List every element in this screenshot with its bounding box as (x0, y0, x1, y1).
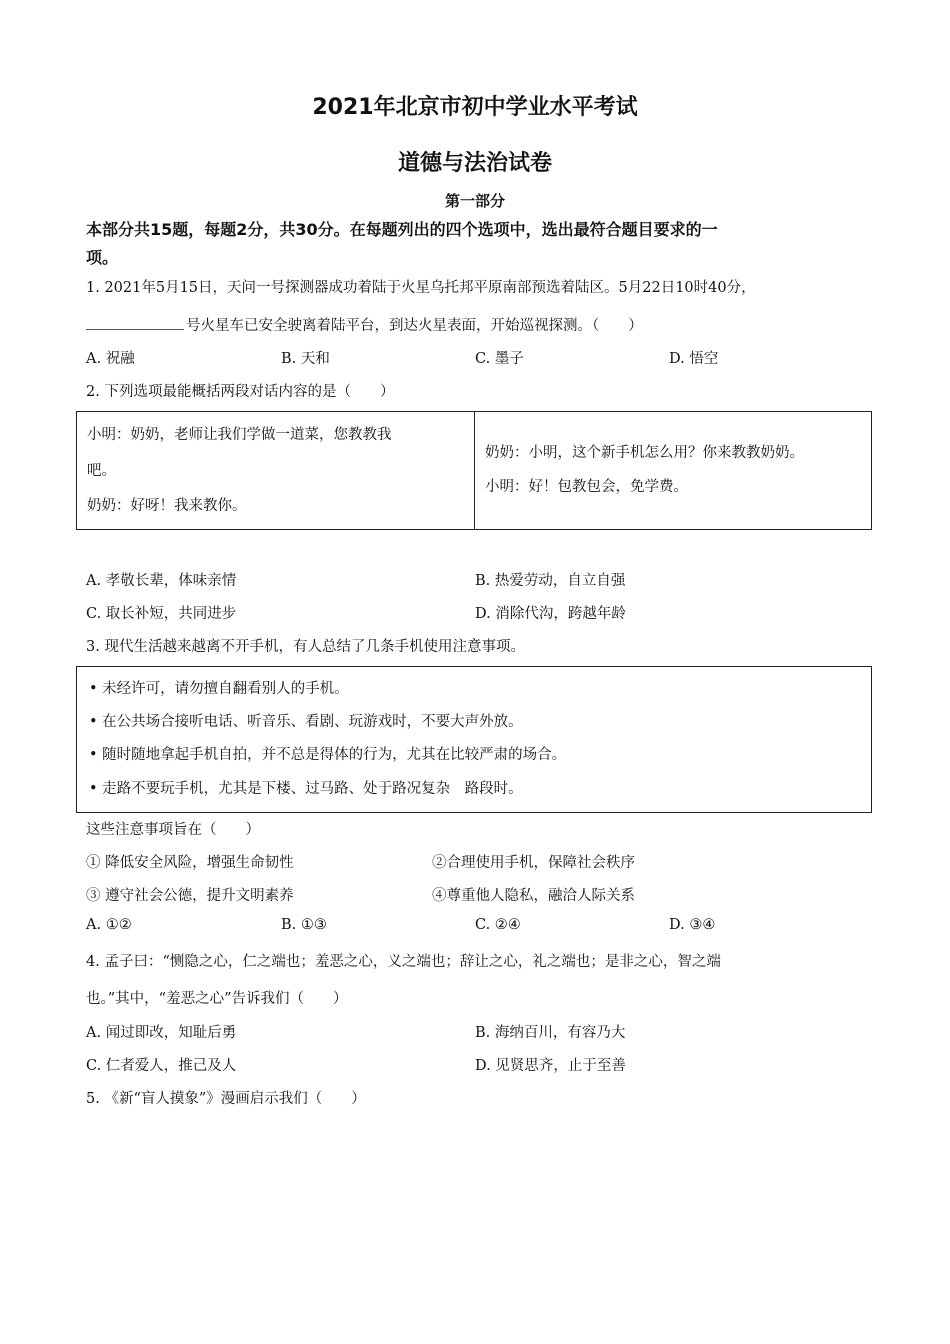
q4-option-b: B. 海纳百川，有容乃大 (475, 1025, 626, 1041)
q3-statement-3: ③ 遵守社会公德，提升文明素养 (86, 888, 294, 904)
exam-subtitle: 道德与法治试卷 (397, 151, 552, 176)
q3-note-4: • 走路不要玩手机，尤其是下楼、过马路、处于路况复杂 路段时。 (89, 781, 523, 797)
q2-option-b: B. 热爱劳动，自立自强 (475, 573, 626, 589)
q2-option-d: D. 消除代沟，跨越年龄 (475, 606, 626, 622)
q1-line1: 1. 2021年5月15日，天问一号探测器成功着陆于火星乌托邦平原南部预选着陆区。5月22日10时40分， (86, 280, 756, 296)
q2-right-line2: 小明：好！包教包会，免学费。 (485, 479, 688, 495)
q4-option-c: C. 仁者爱人，推己及人 (86, 1058, 237, 1074)
q3-note-1: • 未经许可，请勿擅自翻看别人的手机。 (89, 681, 349, 697)
q3-statement-4: ④尊重他人隐私，融洽人际关系 (432, 888, 635, 904)
q3-statement-1: ① 降低安全风险，增强生命韧性 (86, 855, 294, 871)
part-heading: 第一部分 (444, 192, 505, 210)
q3-statement-2: ②合理使用手机，保障社会秩序 (432, 855, 635, 871)
q3-option-d: D. ③④ (669, 917, 716, 933)
q1-option-b: B. 天和 (281, 351, 330, 367)
q2-option-c: C. 取长补短，共同进步 (86, 606, 237, 622)
q2-left-line1: 小明：奶奶，老师让我们学做一道菜，您教教我 (87, 427, 392, 443)
q4-line2: 也。”其中，“羞恶之心”告诉我们（ ） (86, 991, 348, 1007)
instructions-line1: 本部分共15题，每题2分，共30分。在每题列出的四个选项中，选出最符合题目要求的一 (86, 220, 718, 239)
q1-option-a: A. 祝融 (86, 351, 135, 367)
instructions-line2: 项。 (86, 248, 119, 267)
q1-line2 (86, 314, 643, 335)
q4-line1: 4. 孟子曰：“恻隐之心，仁之端也；羞恶之心，义之端也；辞让之心，礼之端也；是非之心，智之端 (86, 954, 721, 970)
exam-title: 2021年北京市初中学业水平考试 (312, 95, 638, 120)
q1-blank (86, 315, 184, 330)
q3-stem: 3. 现代生活越来越离不开手机，有人总结了几条手机使用注意事项。 (86, 639, 525, 655)
q5-stem: 5. 《新“盲人摸象”》漫画启示我们（ ） (86, 1091, 366, 1107)
q4-option-a: A. 闻过即改，知耻后勇 (86, 1025, 237, 1041)
q3-option-a: A. ①② (86, 917, 132, 933)
q3-option-b: B. ①③ (281, 917, 327, 933)
q2-left-line2: 吧。 (87, 463, 116, 479)
q4-option-d: D. 见贤思齐，止于至善 (475, 1058, 626, 1074)
q2-dialogue-table (76, 411, 872, 530)
q2-table-divider (474, 412, 475, 529)
q2-stem: 2. 下列选项最能概括两段对话内容的是（ ） (86, 384, 395, 400)
q1-line2-text: 号火星车已安全驶离着陆平台，到达火星表面，开始巡视探测。（ ） (186, 318, 643, 334)
q2-option-a: A. 孝敬长辈，体味亲情 (86, 573, 237, 589)
q3-question: 这些注意事项旨在（ ） (86, 822, 260, 838)
q3-note-3: • 随时随地拿起手机自拍，并不总是得体的行为，尤其在比较严肃的场合。 (89, 747, 567, 763)
q3-option-c: C. ②④ (475, 917, 521, 933)
q1-option-c: C. 墨子 (475, 351, 524, 367)
q3-notes-box (76, 666, 872, 813)
q2-left-line3: 奶奶：好呀！我来教你。 (87, 498, 247, 514)
q1-option-d: D. 悟空 (669, 351, 719, 367)
q3-note-2: • 在公共场合接听电话、听音乐、看剧、玩游戏时，不要大声外放。 (89, 714, 523, 730)
q2-right-line1: 奶奶：小明，这个新手机怎么用？你来教教奶奶。 (485, 445, 804, 461)
